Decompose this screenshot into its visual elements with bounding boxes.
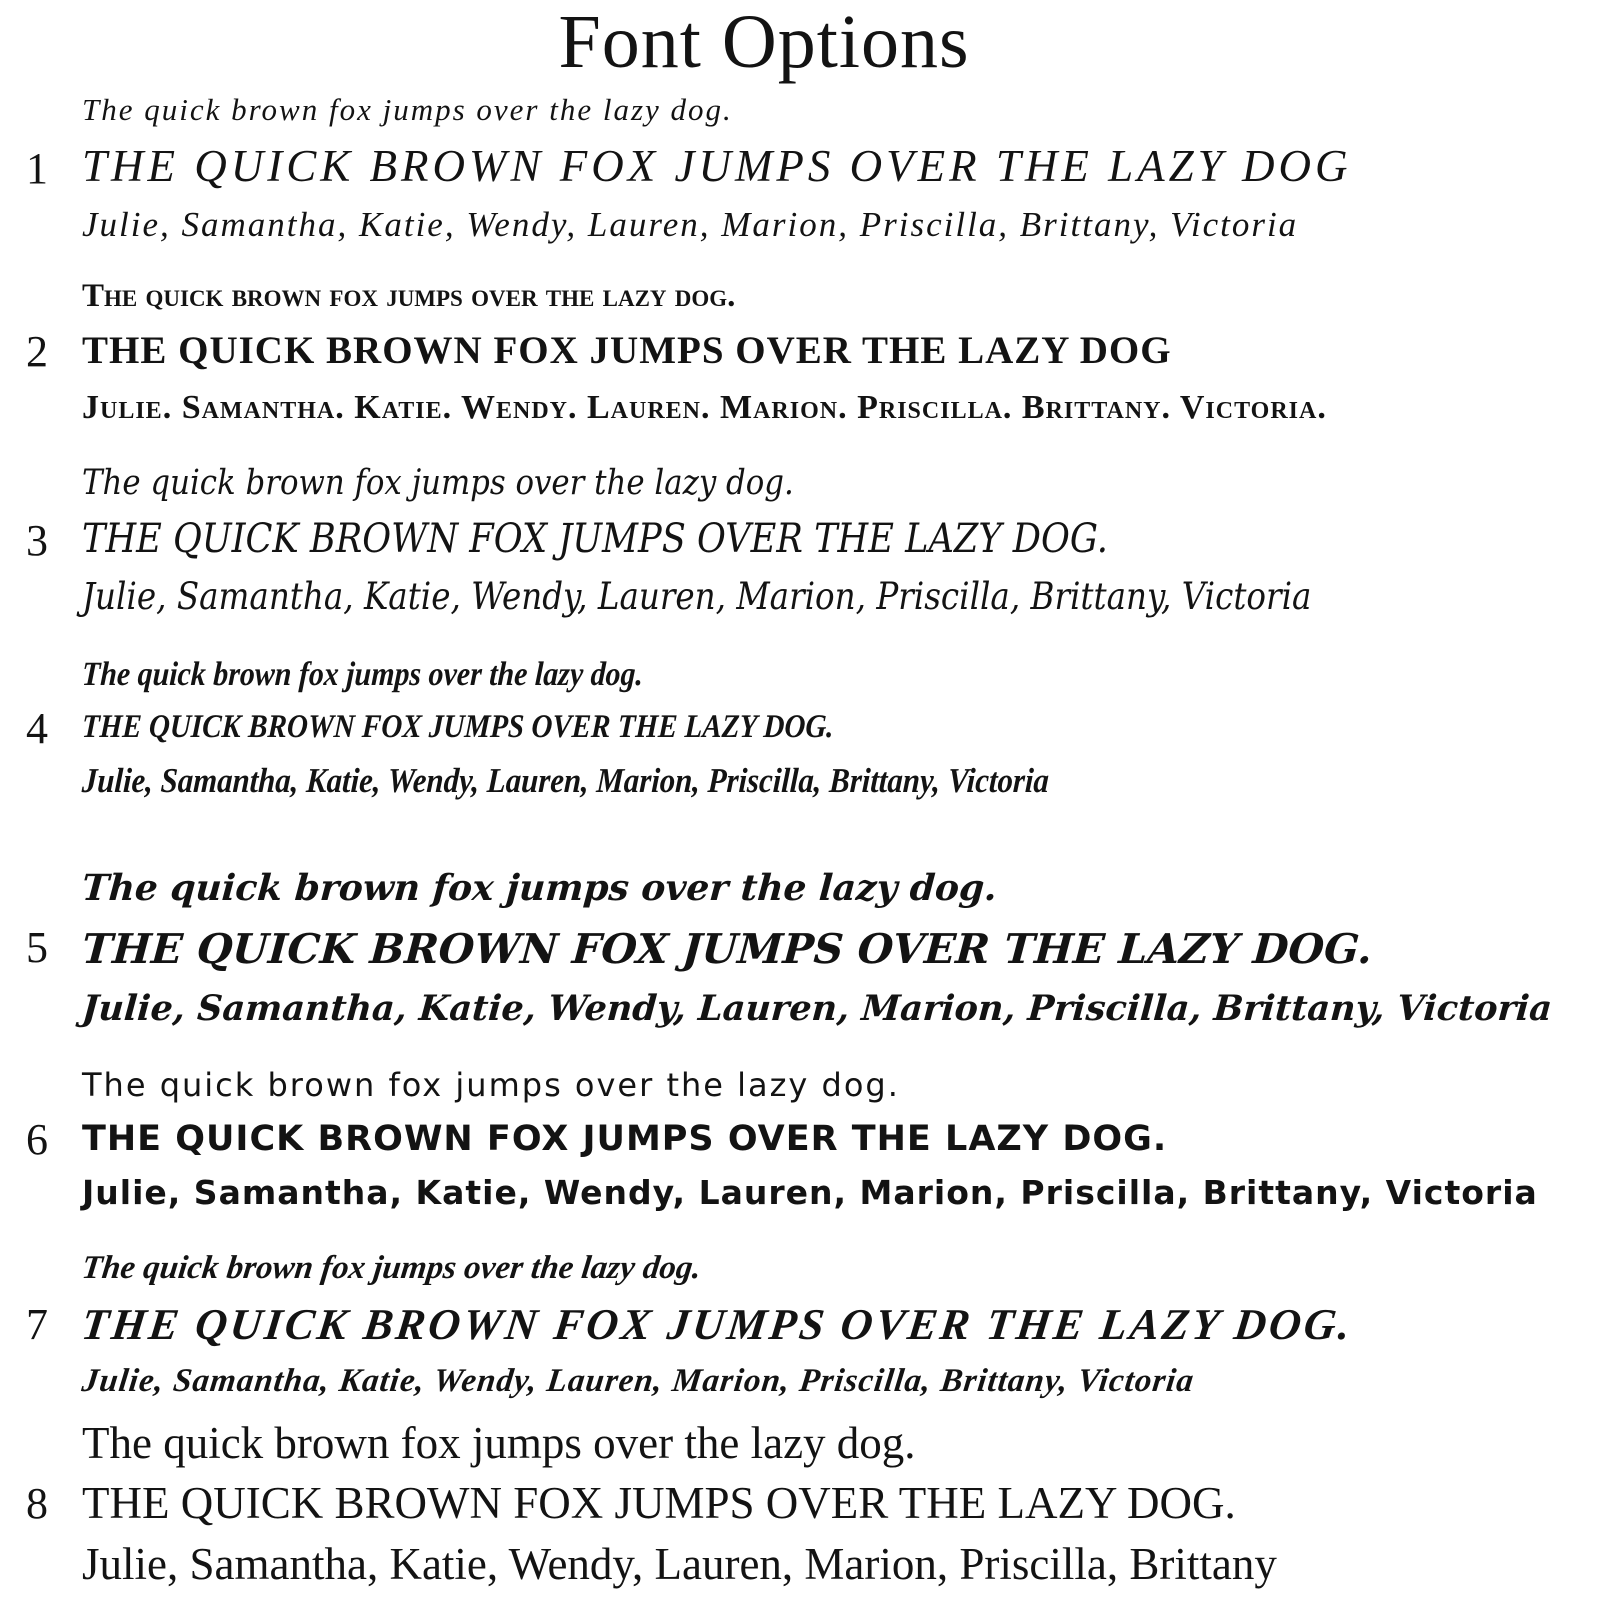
uppercase-line: THE QUICK BROWN FOX JUMPS OVER THE LAZY DOG <box>82 141 1352 192</box>
font-sample-8 <box>18 1413 1570 1595</box>
sentence-line: The quick brown fox jumps over the lazy dog. <box>81 655 644 693</box>
font-sample-7 <box>18 1244 1570 1407</box>
uppercase-line: THE QUICK BROWN FOX JUMPS OVER THE LAZY DOG. <box>82 1119 1168 1160</box>
uppercase-line: THE QUICK BROWN FOX JUMPS OVER THE LAZY DOG. <box>81 709 835 746</box>
font-sample-lines <box>82 86 1570 252</box>
sentence-line: The quick brown fox jumps over the lazy dog. <box>82 92 733 127</box>
font-sample-4 <box>18 649 1570 809</box>
names-line: Julie, Samantha, Katie, Wendy, Lauren, Marion, Priscilla, Brittany, Victoria <box>82 575 1312 619</box>
font-sample-1 <box>18 86 1570 252</box>
uppercase-line: THE QUICK BROWN FOX JUMPS OVER THE LAZY DOG. <box>82 1478 1236 1529</box>
font-number-5: 5 <box>26 923 48 973</box>
font-sample-lines <box>79 1244 1570 1407</box>
font-sample-6 <box>18 1060 1570 1220</box>
uppercase-line: THE QUICK BROWN FOX JUMPS OVER THE LAZY DOG. <box>79 1300 1356 1350</box>
names-line: Julie, Samantha, Katie, Wendy, Lauren, Marion, Priscilla, Brittany, Victoria <box>81 761 1050 801</box>
uppercase-line: THE QUICK BROWN FOX JUMPS OVER THE LAZY DOG. <box>80 925 1374 974</box>
font-sample-3 <box>18 457 1570 625</box>
font-number-4: 4 <box>26 703 48 753</box>
font-number-3: 3 <box>26 515 48 565</box>
font-number-7: 7 <box>26 1300 48 1350</box>
uppercase-line: THE QUICK BROWN FOX JUMPS OVER THE LAZY DOG <box>82 329 1172 373</box>
font-sample-lines <box>82 649 1570 809</box>
sentence-line: The quick brown fox jumps over the lazy dog. <box>82 462 794 503</box>
sentence-line: The quick brown fox jumps over the lazy dog. <box>80 867 999 910</box>
sentence-line: The quick brown fox jumps over the lazy dog. <box>82 1417 916 1468</box>
names-line: Julie, Samantha, Katie, Wendy, Lauren, Marion, Priscilla, Brittany, Victoria <box>82 205 1299 245</box>
sentence-line: The quick brown fox jumps over the lazy dog. <box>82 277 736 314</box>
page-title: Font Options <box>558 0 970 84</box>
font-sample-lines <box>82 860 1570 1035</box>
names-line: Julie, Samantha, Katie, Wendy, Lauren, Marion, Priscilla, Brittany <box>82 1539 1277 1590</box>
font-number-1: 1 <box>26 143 48 193</box>
font-sample-2 <box>18 272 1570 433</box>
names-line: Julie, Samantha, Katie, Wendy, Lauren, Marion, Priscilla, Brittany, Victoria <box>79 1363 1197 1400</box>
font-sample-lines <box>82 1060 1570 1220</box>
names-line: Julie, Samantha, Katie, Wendy, Lauren, Marion, Priscilla, Brittany, Victoria <box>80 987 1554 1029</box>
font-sample-5 <box>18 860 1570 1035</box>
sentence-line: The quick brown fox jumps over the lazy dog. <box>82 1065 900 1104</box>
font-number-6: 6 <box>26 1114 48 1164</box>
font-number-2: 2 <box>26 327 48 377</box>
font-sample-lines <box>82 1413 1570 1595</box>
uppercase-line: THE QUICK BROWN FOX JUMPS OVER THE LAZY DOG. <box>82 516 1108 563</box>
names-line: Julie. Samantha. Katie. Wendy. Lauren. Marion. Priscilla. Brittany. Victoria. <box>82 388 1327 426</box>
font-sample-lines <box>82 272 1570 433</box>
names-line: Julie, Samantha, Katie, Wendy, Lauren, Marion, Priscilla, Brittany, Victoria <box>82 1173 1538 1213</box>
font-sample-lines <box>82 457 1570 625</box>
font-number-8: 8 <box>26 1478 48 1528</box>
sentence-line: The quick brown fox jumps over the lazy dog. <box>79 1249 704 1286</box>
